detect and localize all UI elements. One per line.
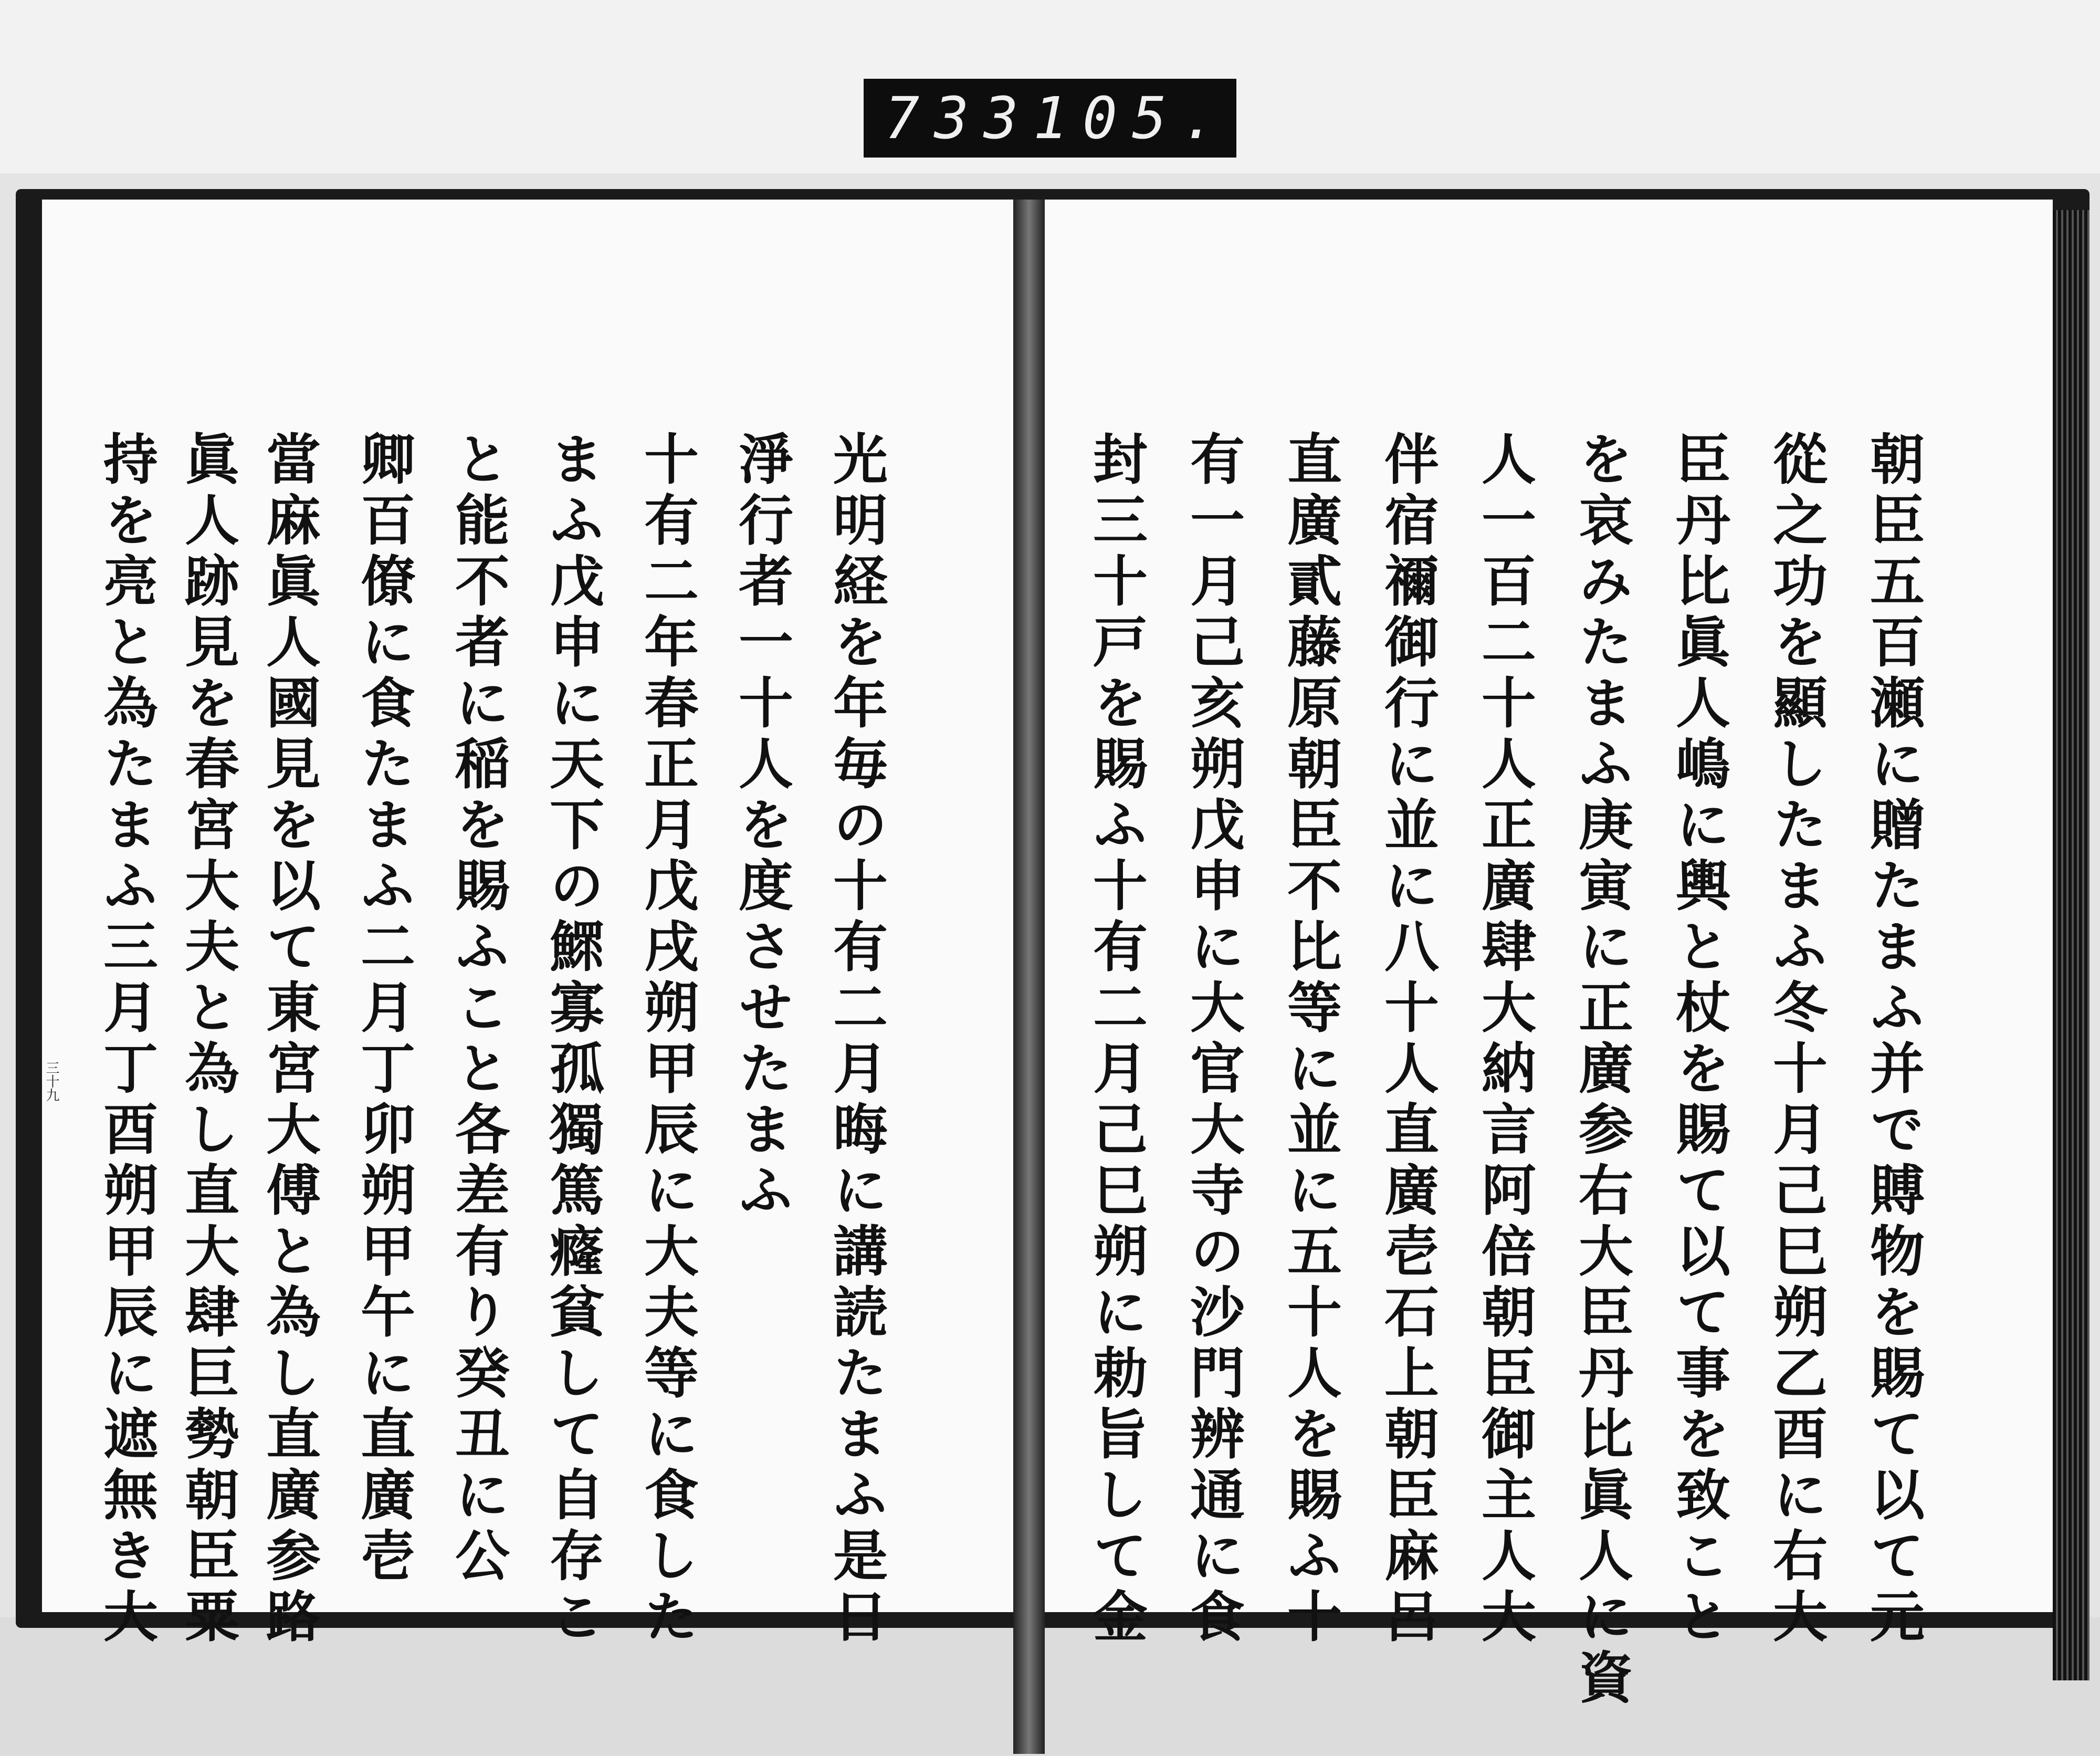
left-column-4: まふ戊申に天下の鰥寡孤獨篤癃貧して自存こ xyxy=(540,431,605,1649)
right-column-3: 臣丹比眞人嶋に輿と杖を賜て以て事を致こと xyxy=(1666,431,1731,1649)
right-column-9: 封三十戸を賜ふ十有二月己巳朔に勅旨して金 xyxy=(1084,431,1148,1649)
right-column-8: 有一月己亥朔戊申に大官大寺の沙門辨通に食 xyxy=(1181,431,1245,1649)
right-column-7: 直廣貳藤原朝臣不比等に並に五十人を賜ふ十 xyxy=(1278,431,1342,1649)
right-column-1: 朝臣五百瀬に贈たまふ并で賻物を賜て以て元 xyxy=(1861,431,1925,1649)
frame-number: 105. xyxy=(1033,85,1231,152)
right-column-5: 人一百二十人正廣肆大納言阿倍朝臣御主人大 xyxy=(1472,431,1537,1649)
right-column-4: を哀みたまふ庚寅に正廣参右大臣丹比眞人に資 xyxy=(1569,431,1634,1710)
left-column-1: 光明経を年毎の十有二月晦に講読たまふ是日 xyxy=(824,431,888,1649)
left-column-7: 當麻眞人國見を以て東宮大傅と為し直廣参路 xyxy=(257,431,321,1649)
left-column-6: 卿百僚に食たまふ二月丁卯朔甲午に直廣壱 xyxy=(351,431,416,1588)
left-column-3: 十有二年春正月戊戌朔甲辰に大夫等に食した xyxy=(635,431,699,1649)
page-edges xyxy=(2053,210,2090,1680)
left-column-8: 眞人跡見を春宮大夫と為し直大肆巨勢朝臣粟 xyxy=(175,431,240,1649)
page-folio: 三十九 xyxy=(44,1061,59,1102)
microfilm-reel-label xyxy=(864,79,1236,158)
left-column-2: 淨行者一十人を度させたまふ xyxy=(729,431,794,1222)
book-spine xyxy=(1013,200,1045,1754)
left-column-9: 持を亮と為たまふ三月丁酉朔甲辰に遮無き大 xyxy=(94,431,159,1649)
reel-number: 733 xyxy=(885,85,1033,152)
right-column-6: 伴宿禰御行に並に八十人直廣壱石上朝臣麻呂 xyxy=(1375,431,1440,1649)
left-column-5: と能不者に稲を賜ふこと各差有り癸丑に公 xyxy=(446,431,510,1588)
right-column-2: 從之功を顯したまふ冬十月己巳朔乙酉に右大 xyxy=(1763,431,1828,1649)
